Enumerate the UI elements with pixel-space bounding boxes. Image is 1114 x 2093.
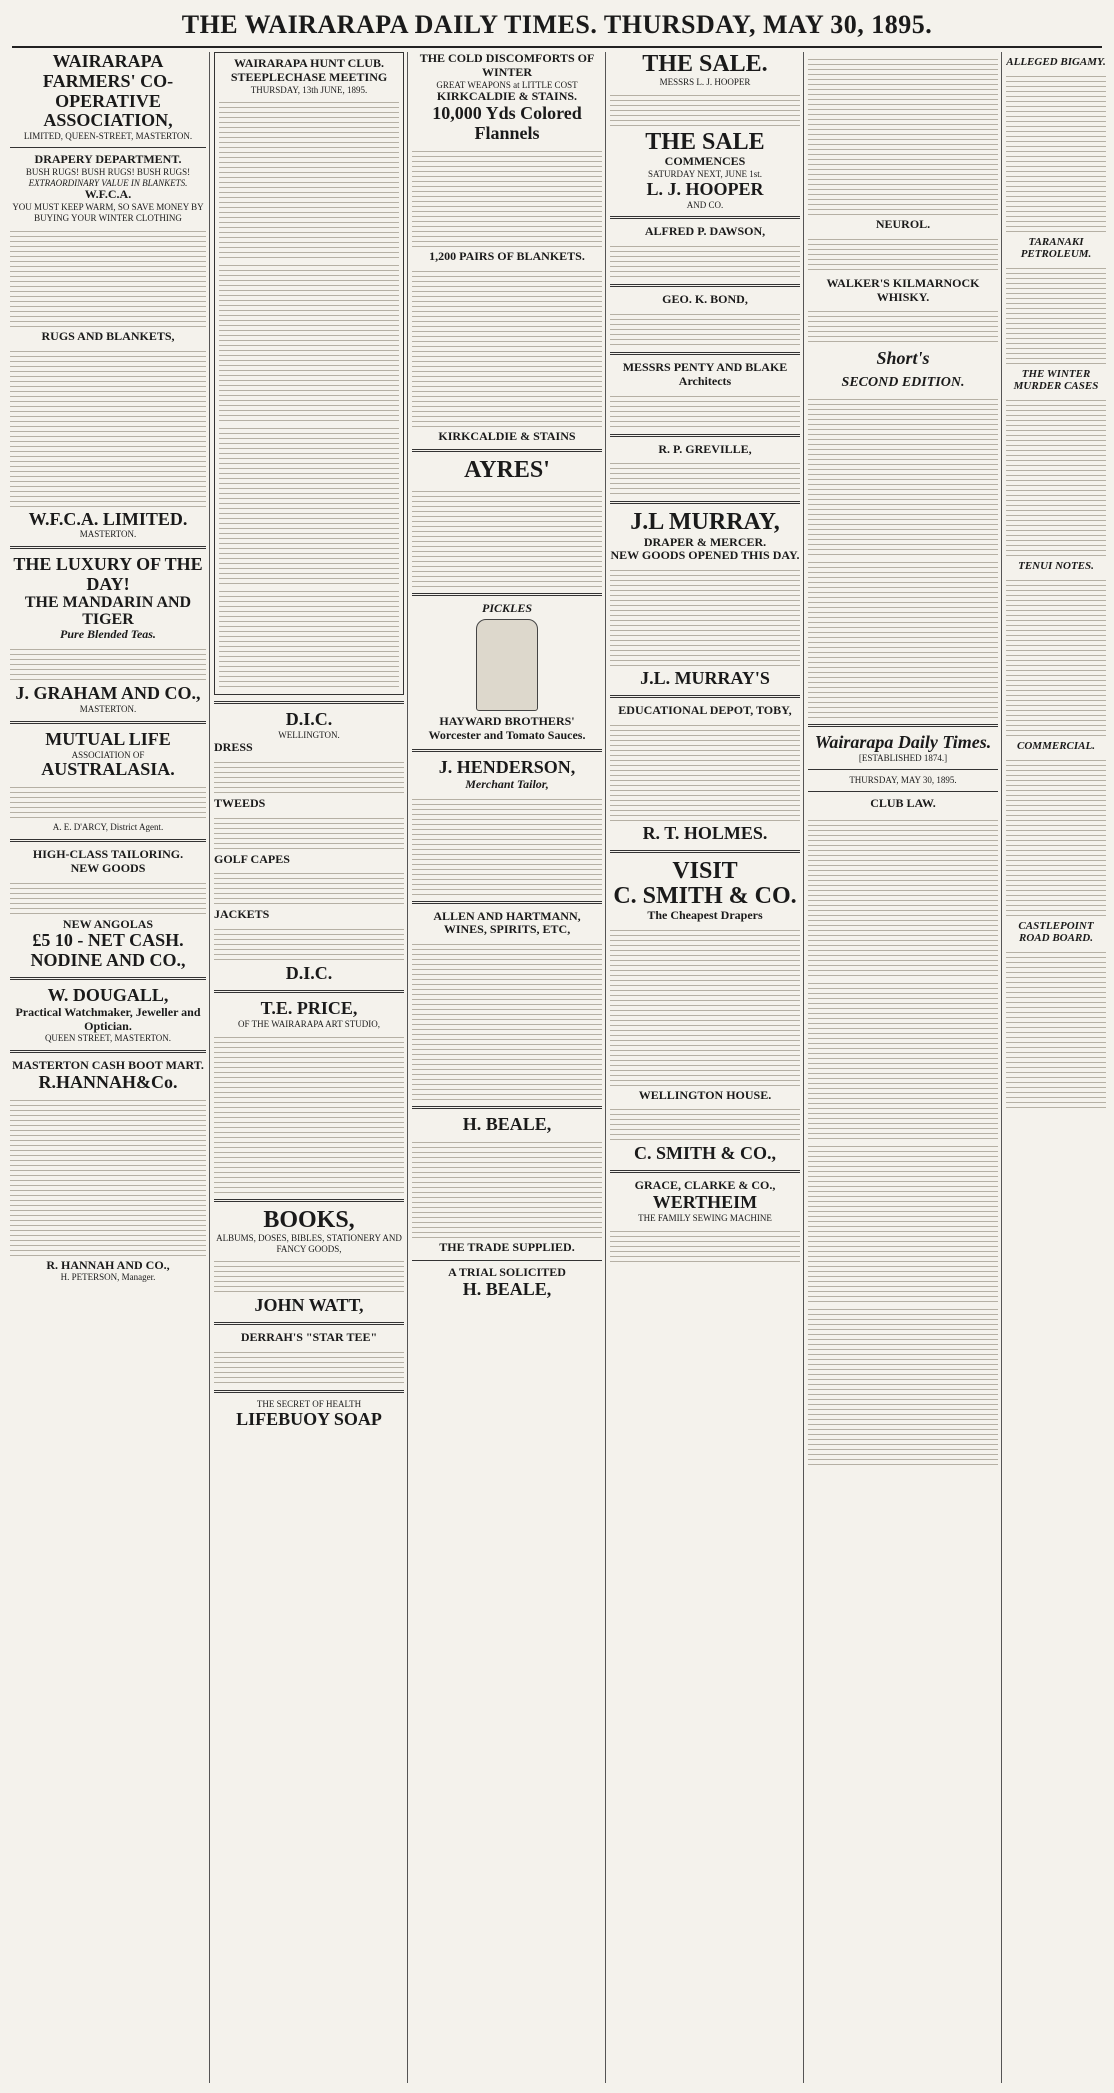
ad-heading: A TRIAL SOLICITED [448,1264,566,1279]
toby-ad [610,704,800,844]
ad-heading: DERRAH'S "STAR TEE" [240,1330,378,1345]
editorial-date: THURSDAY, MAY 30, 1895. [849,774,957,785]
hooper-sale-ad [610,52,800,210]
ad-heading: NEUROL. [875,217,931,231]
ad-heading: HAYWARD BROTHERS' Worcester and Tomato Sauces. [428,714,586,743]
ad-heading: HIGH-CLASS TAILORING. [32,846,184,861]
ad-heading: JOHN WATT, [254,1295,364,1316]
column-4 [610,52,800,2083]
ad-heading: MESSRS PENTY AND BLAKE Architects [622,359,788,388]
ad-heading: THE MANDARIN AND TIGER [24,593,192,628]
smith-ad [610,859,800,1165]
column-divider [209,52,210,2083]
ad-heading: £5 10 - NET CASH. [32,930,184,951]
ad-heading: WALKER'S KILMARNOCK WHISKY. [826,275,980,304]
books-ad [214,1208,404,1317]
ad-heading: WAIRARAPA HUNT CLUB. [234,56,384,70]
ad-text: QUEEN STREET, MASTERTON. [44,1033,172,1044]
column-divider [605,52,606,2083]
ad-heading: C. SMITH & CO. [613,882,797,909]
article-title: COMMERCIAL. [1017,740,1095,752]
ad-text: WELLINGTON. [278,730,340,741]
ad-heading: ALFRED P. DAWSON, [644,224,766,239]
hayward-ad [412,602,602,743]
dic-ad [214,710,404,984]
lifebuoy-ad [214,1399,404,1430]
ad-heading: C. SMITH & CO., [633,1143,776,1164]
column-7 [1006,52,1106,2083]
ad-heading: WINES, SPIRITS, ETC, [443,922,571,937]
ad-text: EXTRAORDINARY VALUE IN BLANKETS. [28,177,188,188]
ad-heading: D.I.C. [285,709,333,730]
ad-heading: MASTERTON CASH BOOT MART. [12,1058,204,1073]
ad-heading: COMMENCES [664,154,746,169]
ad-heading: FARMERS' CO-OPERATIVE [42,70,174,111]
ad-heading: J. HENDERSON, [438,756,576,777]
ad-heading: W.F.C.A. LIMITED. [28,508,188,529]
ad-heading: AUSTRALASIA. [41,759,175,780]
ad-heading: D.I.C. [285,963,333,984]
henderson-ad [412,758,602,895]
ad-text: THE FAMILY SEWING MACHINE [638,1212,772,1223]
ad-heading: 10,000 Yds Colored Flannels [432,103,582,143]
ad-heading: JACKETS [214,907,270,922]
ad-text: ASSOCIATION OF [71,749,145,760]
article-title: CASTLEPOINT ROAD BOARD. [1018,920,1094,944]
ad-heading: LIFEBUOY SOAP [236,1408,382,1429]
ad-heading: WELLINGTON HOUSE. [638,1087,772,1102]
ad-heading: R. P. GREVILLE, [658,441,752,456]
ad-heading: H. BEALE, [462,1114,552,1135]
ad-text: A. E. D'ARCY, District Agent. [52,822,164,833]
ad-text: AND CO. [686,199,724,210]
ad-heading: STEEPLECHASE MEETING [230,69,388,84]
ad-heading: R.HANNAH&Co. [38,1071,178,1092]
ad-heading: GRACE, CLARKE & CO., [634,1178,776,1193]
kirkcaldie-ad [412,52,602,443]
ad-heading: H. BEALE, [462,1278,552,1299]
ad-heading: MUTUAL LIFE [45,728,171,749]
section-heading: SECOND EDITION. [841,375,965,391]
ad-heading: TWEEDS [214,795,266,810]
article-title: ALLEGED BIGAMY. [1006,56,1106,68]
ad-heading: GOLF CAPES [214,851,290,866]
article-title: TARANAKI PETROLEUM. [1020,236,1092,260]
hunt-club-ad [214,52,404,695]
ad-heading: KIRKCALDIE & STAINS [438,428,576,443]
ad-heading: THE TRADE SUPPLIED. [439,1239,575,1254]
ad-heading: 1,200 PAIRS OF BLANKETS. [429,248,585,263]
article-title: THE WINTER MURDER CASES [1013,368,1099,392]
ad-text: Merchant Tailor, [465,776,549,791]
ad-heading: EDUCATIONAL DEPOT, TOBY, [618,702,792,717]
farmers-ad [10,52,206,540]
ad-heading: DRAPER & MERCER. [643,534,767,549]
ad-heading: PICKLES [481,600,532,615]
ad-text: OF THE WAIRARAPA ART STUDIO, [238,1018,380,1029]
ad-heading: J.L. MURRAY'S [640,668,770,689]
tailoring-ad [10,848,206,971]
paper-title: Wairarapa Daily Times. [814,732,992,753]
bond-ad [610,293,800,346]
ad-heading: RUGS AND BLANKETS, [41,328,175,343]
column-6 [808,52,998,2083]
ad-heading: VISIT [672,857,738,884]
ad-heading: W.F.C.A. [84,187,132,202]
ad-heading: AYRES' [464,457,550,484]
ad-heading: T.E. PRICE, [260,997,358,1018]
ad-heading: DRESS [214,739,253,754]
ad-heading: THE SALE [645,128,765,155]
price-art-studio-ad [214,999,404,1193]
ad-heading: The Cheapest Drapers [647,907,763,922]
column-divider [407,52,408,2083]
ad-heading: Short's [876,348,930,369]
established-line: [ESTABLISHED 1874.] [858,752,948,763]
article-title: TENUI NOTES. [1018,560,1094,572]
beale-ad [412,1115,602,1299]
column-2 [214,52,404,2083]
ad-text: SATURDAY NEXT, JUNE 1st. [648,168,762,179]
ad-text: H. PETERSON, Manager. [60,1272,156,1283]
ad-text: MASTERTON. [79,703,137,714]
ad-heading: BOOKS, [263,1206,355,1233]
murray-ad [610,510,800,689]
ad-text: BUSH RUGS! BUSH RUGS! BUSH RUGS! [25,166,191,177]
ad-subheading: LIMITED, QUEEN-STREET, MASTERTON. [23,131,193,142]
ad-heading: NEW ANGOLAS [62,916,154,931]
ad-heading: L. J. HOOPER [646,178,764,199]
mandarin-tea-ad [10,555,206,715]
ad-heading: GEO. K. BOND, [662,292,748,307]
ad-heading: THE LUXURY OF THE DAY! [13,554,203,594]
ad-heading: WERTHEIM [652,1192,758,1213]
ad-heading: DRAPERY DEPARTMENT. [34,151,182,166]
column-divider [1001,52,1002,2083]
ad-text: MESSRS L. J. HOOPER [659,77,751,88]
penty-blake-ad [610,361,800,428]
ayres-ad [412,458,602,586]
ad-heading: J. GRAHAM AND CO., [15,683,201,704]
ad-heading: NEW GOODS [70,860,146,875]
ad-heading: ASSOCIATION, [43,110,173,131]
ad-text: Practical Watchmaker, Jeweller and Optician. [15,1004,201,1033]
masthead-title: THE WAIRARAPA DAILY TIMES. THURSDAY, MAY 30, 1895. [181,10,933,39]
ad-heading: NODINE AND CO., [30,950,186,971]
ad-heading: ALLEN AND HARTMANN, [433,908,581,923]
ad-heading: KIRKCALDIE & STAINS. [436,89,578,104]
column-3 [412,52,602,2083]
derrah-ad [214,1331,404,1384]
ad-text: GREAT WEAPONS at LITTLE COST [436,79,578,90]
mutual-life-ad [10,730,206,833]
ad-text: THURSDAY, 13th JUNE, 1895. [250,84,368,95]
column-divider [803,52,804,2083]
grace-clarke-ad [610,1179,800,1262]
ad-heading: R. HANNAH AND CO., [46,1257,170,1272]
boot-mart-ad [10,1059,206,1283]
ad-heading: NEW GOODS OPENED THIS DAY. [610,548,800,563]
ad-heading: THE SALE. [642,52,768,77]
ad-text: MASTERTON. [79,529,137,540]
dawson-ad [610,225,800,278]
ad-heading: R. T. HOLMES. [642,822,768,843]
article-title: CLUB LAW. [870,795,936,810]
ad-text: ALBUMS, DOSES, BIBLES, STATIONERY AND FANCY GOODS, [216,1232,402,1254]
masthead-rule [12,46,1102,48]
dougall-ad [10,986,206,1044]
ad-heading: W. DOUGALL, [47,984,169,1005]
bottle-illustration [476,619,538,711]
ad-text: YOU MUST KEEP WARM, SO SAVE MONEY BY BUYING YOUR WINTER CLOTHING [12,202,204,223]
ad-heading: J.L MURRAY, [630,509,780,536]
masthead [0,0,1114,46]
ad-text: Pure Blended Teas. [60,627,156,642]
column-1 [10,52,206,2083]
ad-heading: THE COLD DISCOMFORTS OF WINTER [419,52,595,79]
ad-heading: WAIRARAPA [52,52,164,71]
ad-text: THE SECRET OF HEALTH [256,1398,362,1409]
allen-hartmann-ad [412,910,602,1101]
greville-ad [610,443,800,496]
